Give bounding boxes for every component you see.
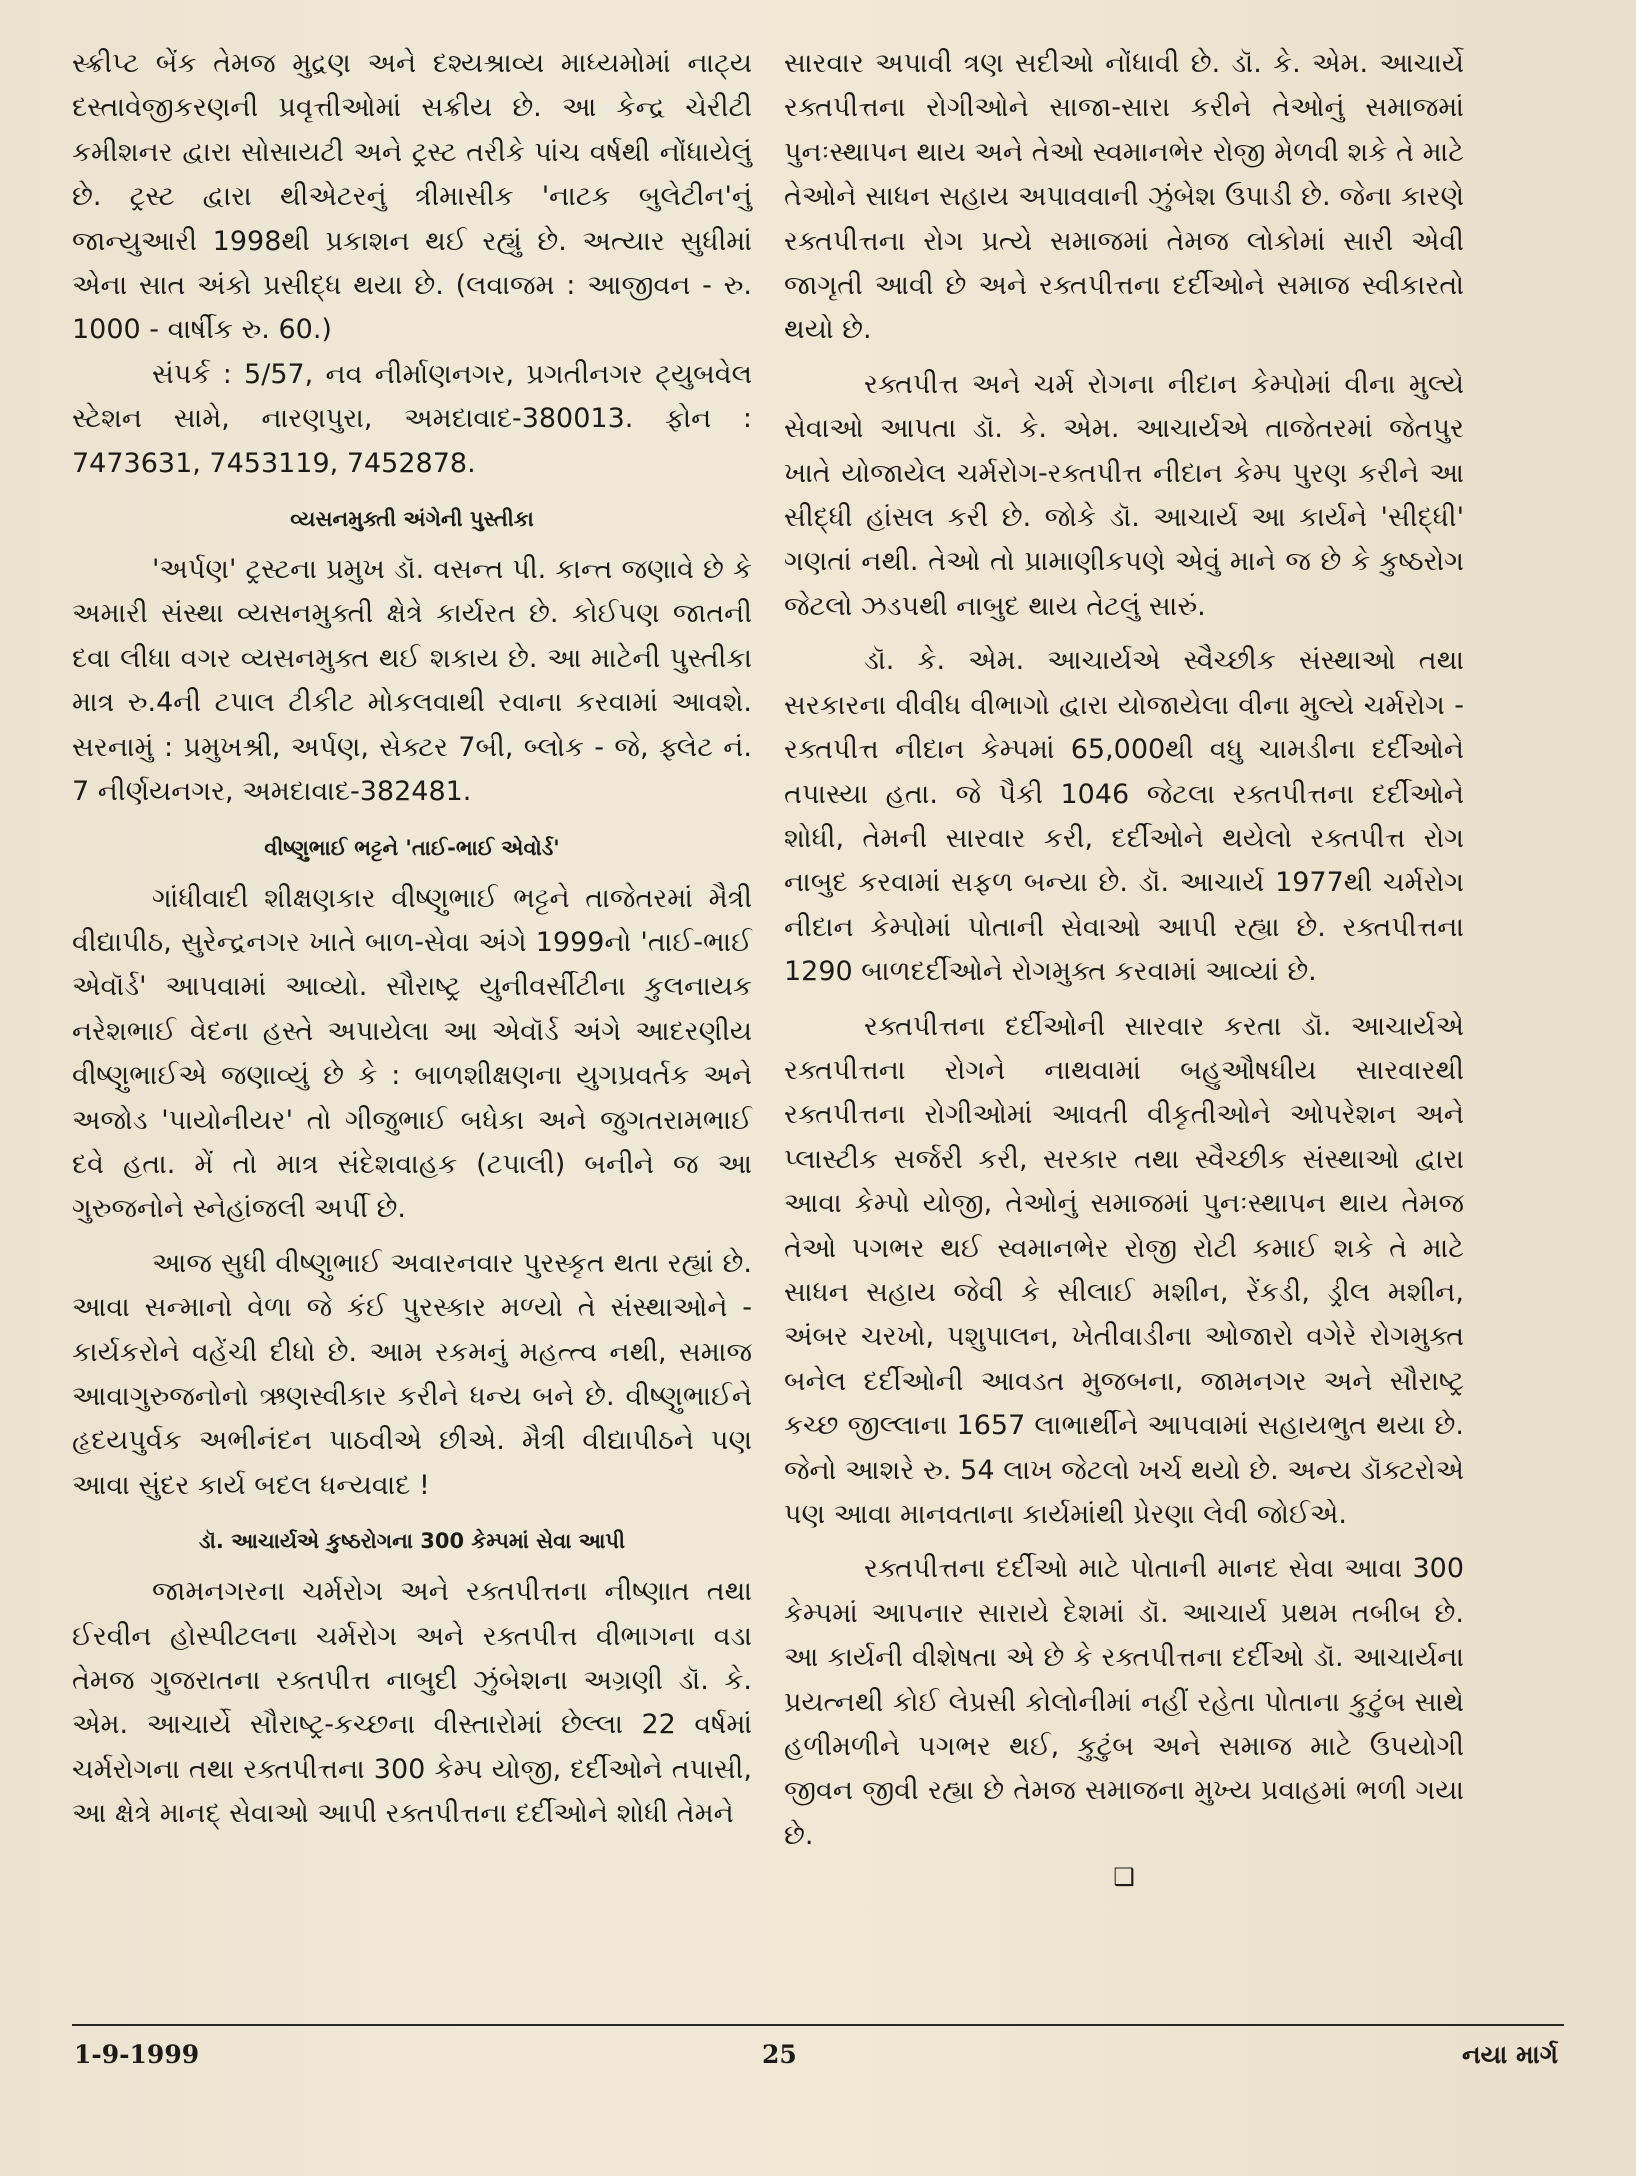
paragraph: રક્તપીત્તના દર્દીઓની સારવાર કરતા ડૉ. આચાર્યએ રક્તપીત્તના રોગને નાથવામાં બહુઔષધીય સારવારથી રક્તપીત્તના રોગીઓમાં આવતી વીકૃતીઓને ઓપરેશન અને પ્લાસ્ટીક સર્જરી કરી, સરકાર તથા સ્વૈચ્છીક સંસ્થાઓ દ્વારા આવા કેમ્પો યોજી, તેઓનું સમાજમાં પુનઃસ્થાપન થાય તેમજ તેઓ પગભર થઈ સ્વમાનભેર રોજી રોટી કમાઈ શકે તે માટે સાધન સહાય જેવી કે સીલાઈ મશીન, રેંકડી, ડ્રીલ મશીન, અંબર ચરખો, પશુપાલન, ખેતીવાડીના ઓજારો વગેરે રોગમુક્ત બનેલ દર્દીઓની આવડત મુજબના, જામનગર અને સૌરાષ્ટ્ર કચ્છ જીલ્લાના 1657 લાભાર્થીને આપવામાં સહાયભુત થયા છે. જેનો આશરે રુ. 54 લાખ જેટલો ખર્ચ થયો છે. અન્ય ડૉક્ટરોએ પણ આવા માનવતાના કાર્યમાંથી પ્રેરણા લેવી જોઈએ. [784, 1010, 1464, 1530]
paragraph: ડૉ. કે. એમ. આચાર્યએ સ્વૈચ્છીક સંસ્થાઓ તથા સરકારના વીવીધ વીભાગો દ્વારા યોજાયેલા વીના મુલ્યે ચર્મરોગ - રક્તપીત્ત નીદાન કેમ્પમાં 65,000થી વધુ ચામડીના દર્દીઓને તપાસ્યા હતા. જે પૈકી 1046 જેટલા રક્તપીત્તના દર્દીઓને શોધી, તેમની સારવાર કરી, દર્દીઓને થયેલો રક્તપીત્ત રોગ નાબુદ કરવામાં સફળ બન્યા છે. ડૉ. આચાર્ય 1977થી ચર્મરોગ નીદાન કેમ્પોમાં પોતાની સેવાઓ આપી રહ્યા છે. રક્તપીત્તના 1290 બાળદર્દીઓને રોગમુક્ત કરવામાં આવ્યાં છે. [784, 645, 1464, 988]
paragraph: જામનગરના ચર્મરોગ અને રક્તપીત્તના નીષ્ણાત તથા ઈરવીન હોસ્પીટલના ચર્મરોગ અને રક્તપીત્ત વીભાગના વડા તેમજ ગુજરાતના રક્તપીત્ત નાબુદી ઝુંબેશના અગ્રણી ડૉ. કે. એમ. આચાર્યે સૌરાષ્ટ્ર-કચ્છના વીસ્તારોમાં છેલ્લા 22 વર્ષમાં ચર્મરોગના તથા રક્તપીત્તના 300 કેમ્પ યોજી, દર્દીઓને તપાસી, આ ક્ષેત્રે માનદ્ સેવાઓ આપી રક્તપીત્તના દર્દીઓને શોધી તેમને [72, 1576, 752, 1830]
paragraph: સંપર્ક : 5/57, નવ નીર્માણનગર, પ્રગતીનગર ટ્યુબવેલ સ્ટેશન સામે, નારણપુરા, અમદાવાદ-380013. ફોન : 7473631, 7453119, 7452878. [72, 358, 752, 479]
paragraph: રક્તપીત્તના દર્દીઓ માટે પોતાની માનદ સેવા આવા 300 કેમ્પમાં આપનાર સારાયે દેશમાં ડૉ. આચાર્ય પ્રથમ તબીબ છે. આ કાર્યની વીશેષતા એ છે કે રક્તપીત્તના દર્દીઓ ડૉ. આચાર્યના પ્રયત્નથી કોઈ લેપ્રસી કોલોનીમાં નહીં રહેતા પોતાના કુટુંબ સાથે હળીમળીને પગભર થઈ, કુટુંબ અને સમાજ માટે ઉપયોગી જીવન જીવી રહ્યા છે તેમજ સમાજના મુખ્ય પ્રવાહમાં ભળી ગયા છે. [784, 1553, 1464, 1851]
section-heading: વ્યસનમુક્તી અંગેની પુસ્તીકા [290, 507, 534, 532]
publication-title: નયા માર્ગ [1462, 2040, 1558, 2069]
paragraph: 'અર્પણ' ટ્રસ્ટના પ્રમુખ ડૉ. વસન્ત પી. કાન્ત જણાવે છે કે અમારી સંસ્થા વ્યસનમુક્તી ક્ષેત્રે કાર્યરત છે. કોઈપણ જાતની દવા લીધા વગર વ્યસનમુક્ત થઈ શકાય છે. આ માટેની પુસ્તીકા માત્ર રુ.4ની ટપાલ ટીકીટ મોકલવાથી રવાના કરવામાં આવશે. સરનામું : પ્રમુખશ્રી, અર્પણ, સેક્ટર 7બી, બ્લોક - જે, ફ્લેટ નં. 7 નીર્ણયનગર, અમદાવાદ-382481. [72, 554, 752, 808]
paragraph: આજ સુધી વીષ્ણુભાઈ અવારનવાર પુરસ્કૃત થતા રહ્યાં છે. આવા સન્માનો વેળા જે કંઈ પુરસ્કાર મળ્યો તે સંસ્થાઓને - કાર્યકરોને વહેંચી દીધો છે. આમ રકમનું મહત્ત્વ નથી, સમાજ આવાગુરુજનોનો ઋણસ્વીકાર કરીને ધન્ય બને છે. વીષ્ણુભાઈને હૃદયપુર્વક અભીનંદન પાઠવીએ છીએ. મૈત્રી વીદ્યાપીઠને પણ આવા સુંદર કાર્ય બદલ ધન્યવાદ ! [72, 1247, 752, 1501]
page-number: 25 [762, 2040, 797, 2069]
paragraph: સારવાર અપાવી ત્રણ સદીઓ નોંધાવી છે. ડૉ. કે. એમ. આચાર્યે રક્તપીત્તના રોગીઓને સાજા-સારા કરીને તેઓનું સમાજમાં પુનઃસ્થાપન થાય અને તેઓ સ્વમાનભેર રોજી મેળવી શકે તે માટે તેઓને સાધન સહાય અપાવવાની ઝુંબેશ ઉપાડી છે. જેના કારણે રક્તપીત્તના રોગ પ્રત્યે સમાજમાં તેમજ લોકોમાં સારી એવી જાગૃતી આવી છે અને રક્તપીત્તના દર્દીઓને સમાજ સ્વીકારતો થયો છે. [784, 48, 1464, 346]
paragraph: રક્તપીત્ત અને ચર્મ રોગના નીદાન કેમ્પોમાં વીના મુલ્યે સેવાઓ આપતા ડૉ. કે. એમ. આચાર્યએ તાજેતરમાં જેતપુર ખાતે યોજાયેલ ચર્મરોગ-રક્તપીત્ત નીદાન કેમ્પ પુરણ કરીને આ સીદ્ધી હાંસલ કરી છે. જોકે ડૉ. આચાર્ય આ કાર્યને 'સીદ્ધી' ગણતાં નથી. તેઓ તો પ્રામાણીકપણે એવું માને જ છે કે કુષ્ઠરોગ જેટલો ઝડપથી નાબુદ થાય તેટલું સારું. [784, 368, 1464, 622]
section-heading: ડૉ. આચાર્યએ કુષ્ઠરોગના 300 કેમ્પમાં સેવા આપી [198, 1529, 626, 1554]
end-mark-icon: ❑ [1113, 1863, 1135, 1892]
paragraph: ગાંધીવાદી શીક્ષણકાર વીષ્ણુભાઈ ભટ્ટને તાજેતરમાં મૈત્રી વીદ્યાપીઠ, સુરેન્દ્રનગર ખાતે બાળ-સેવા અંગે 1999નો 'તાઈ-ભાઈ એવૉર્ડ' આપવામાં આવ્યો. સૌરાષ્ટ્ર યુનીવર્સીટીના કુલનાયક નરેશભાઈ વેદના હસ્તે અપાયેલા આ એવૉર્ડ અંગે આદરણીય વીષ્ણુભાઈએ જણાવ્યું છે કે : બાળશીક્ષણના યુગપ્રવર્તક અને અજોડ 'પાયોનીયર' તો ગીજુભાઈ બધેકા અને જુગતરામભાઈ દવે હતા. મેં તો માત્ર સંદેશવાહક (ટપાલી) બનીને જ આ ગુરુજનોને સ્નેહાંજલી અર્પી છે. [72, 882, 752, 1225]
right-column [784, 42, 1464, 1892]
paragraph: સ્ક્રીપ્ટ બેંક તેમજ મુદ્રણ અને દશ્યશ્રાવ્ય માધ્યમોમાં નાટ્ય દસ્તાવેજીકરણની પ્રવૃત્તીઓમાં સક્રીય છે. આ કેન્દ્ર ચેરીટી કમીશનર દ્વારા સોસાયટી અને ટ્રસ્ટ તરીકે પાંચ વર્ષથી નોંધાયેલું છે. ટ્રસ્ટ દ્વારા થીએટરનું ત્રીમાસીક 'નાટક બુલેટીન'નું જાન્યુઆરી 1998થી પ્રકાશન થઈ રહ્યું છે. અત્યાર સુધીમાં એના સાત અંકો પ્રસીદ્ધ થયા છે. (લવાજમ : આજીવન - રુ. 1000 - વાર્ષીક રુ. 60.) [72, 48, 752, 346]
footer-rule [72, 2024, 1564, 2026]
section-heading: વીષ્ણુભાઈ ભટ્ટને 'તાઈ-ભાઈ એવોર્ડ' [264, 835, 560, 860]
issue-date: 1-9-1999 [74, 2040, 200, 2069]
left-column [72, 42, 752, 1837]
